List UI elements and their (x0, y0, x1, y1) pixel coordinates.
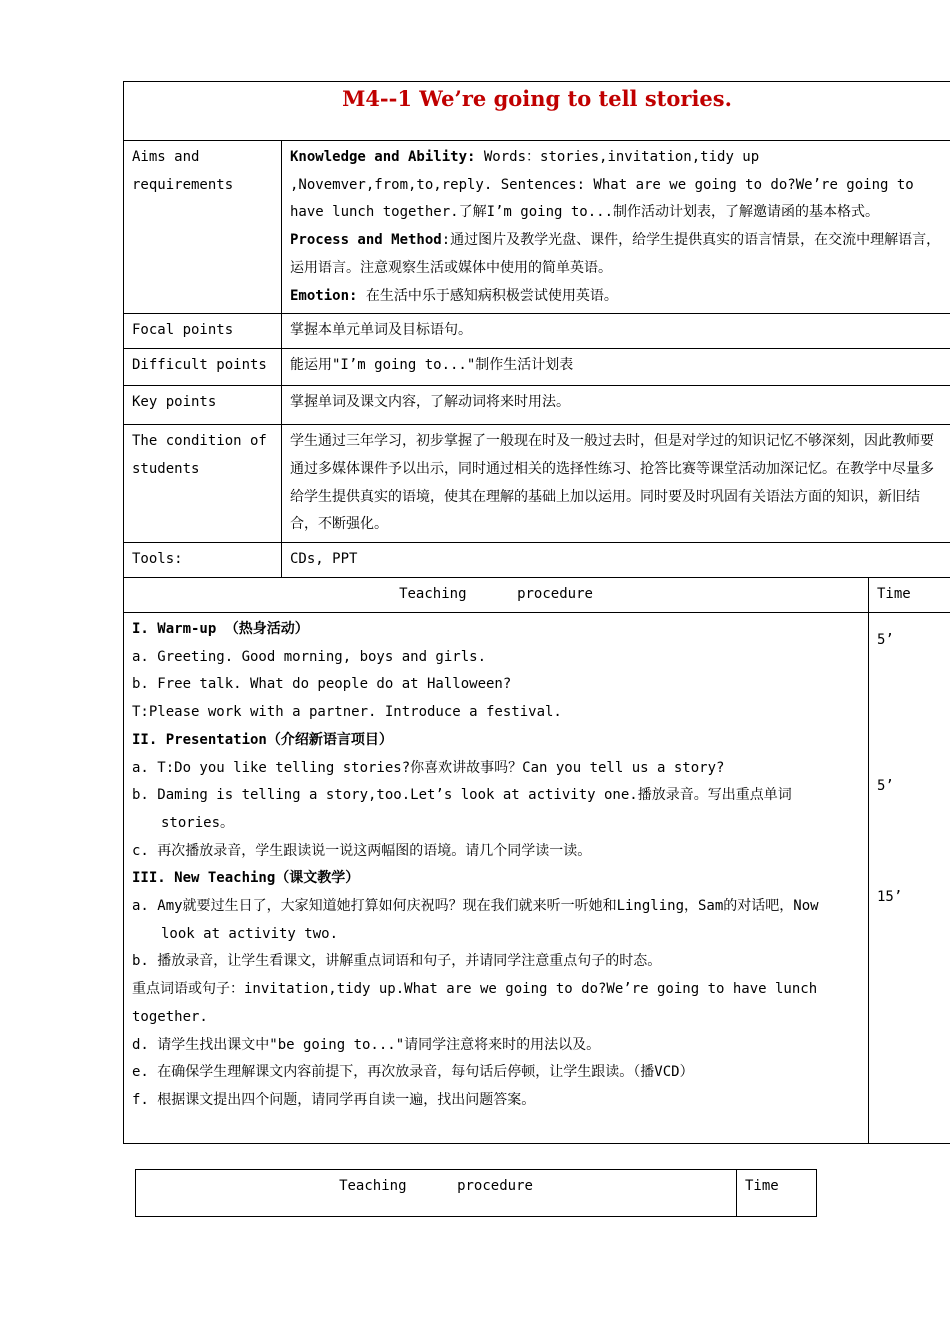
knowledge-text: Words：stories,invitation,tidy up ,Novemver,from,to,reply. Sentences: What are we going to do?We’re going to have lunch together.了解I’m going to...制作活动计划表，了解邀请函的基本格式。 (290, 149, 914, 221)
procedure-header: Teaching procedure (124, 578, 869, 613)
title-row (124, 82, 950, 141)
key-row (124, 386, 950, 425)
focal-text: 掌握本单元单词及目标语句。 (282, 314, 950, 349)
knowledge-label: Knowledge and Ability: (290, 149, 476, 165)
continuation-time-header: Time (737, 1170, 817, 1217)
warmup-item-a: a. Greeting. Good morning, boys and girls. (132, 648, 487, 665)
difficult-row (124, 349, 950, 386)
process-text: :通过图片及教学光盘、课件，给学生提供真实的语言情景，在交流中理解语言，运用语言。注意观察生活或媒体中使用的简单英语。 (290, 232, 941, 276)
condition-label: The condition of students (124, 425, 282, 543)
new-teaching-heading: III. New Teaching（课文教学） (132, 870, 360, 887)
difficult-label: Difficult points (124, 349, 282, 386)
key-label: Key points (124, 386, 282, 425)
new-teaching-item-b: b. 播放录音，让学生看课文，讲解重点词语和句子，并请同学注意重点句子的时态。 (132, 953, 662, 970)
key-sentences: 重点词语或句子：invitation,tidy up.What are we going to do?We’re going to have lunch together. (132, 981, 818, 1025)
aims-content (282, 141, 950, 314)
focal-row (124, 314, 950, 349)
continuation-header-row (136, 1170, 817, 1217)
new-teaching-item-a: a. Amy就要过生日了，大家知道她打算如何庆祝吗？现在我们就来听一听她和Lingling，Sam的对话吧，Now look at activity two. (132, 898, 819, 942)
continuation-procedure-header: Teaching procedure (136, 1170, 737, 1217)
time-new-teaching: 15’ (877, 889, 903, 906)
lesson-title: M4--1 We’re going to tell stories. (124, 82, 950, 141)
lesson-plan-table (123, 81, 950, 1144)
time-column (869, 613, 950, 1144)
knowledge-para (290, 144, 942, 227)
condition-row (124, 425, 950, 543)
new-teaching-item-e: e. 在确保学生理解课文内容前提下，再次放录音，每句话后停顿，让学生跟读。（播VCD） (132, 1064, 694, 1081)
emotion-label: Emotion: (290, 287, 358, 304)
tools-label: Tools: (124, 543, 282, 578)
new-teaching-item-d: d. 请学生找出课文中"be going to..."请同学注意将来时的用法以及。 (132, 1036, 601, 1053)
procedure-body-row (124, 613, 950, 1144)
time-warmup: 5’ (877, 632, 894, 649)
procedure-content (124, 613, 869, 1144)
process-label: Process and Method (290, 232, 442, 249)
process-para (290, 227, 942, 282)
time-presentation: 5’ (877, 778, 894, 795)
key-text: 掌握单词及课文内容，了解动词将来时用法。 (282, 386, 950, 425)
warmup-instruction: T:Please work with a partner. Introduce a festival. (132, 704, 562, 721)
tools-text: CDs, PPT (282, 543, 950, 578)
condition-text: 学生通过三年学习，初步掌握了一般现在时及一般过去时，但是对学过的知识记忆不够深刻，因此教师要通过多媒体课件予以出示，同时通过相关的选择性练习、抢答比赛等课堂活动加深记忆。在教学中尽量多给学生提供真实的语境，使其在理解的基础上加以运用。同时要及时巩固有关语法方面的知识，新旧结合，不断强化。 (282, 425, 950, 543)
procedure-continuation-table (135, 1169, 817, 1217)
difficult-text: 能运用"I’m going to..."制作生活计划表 (282, 349, 950, 386)
warmup-item-b: b. Free talk. What do people do at Halloween? (132, 676, 512, 693)
emotion-para (290, 283, 942, 311)
warmup-heading: I. Warm-up （热身活动） (132, 621, 309, 638)
aims-label: Aims and requirements (124, 141, 282, 314)
time-header: Time (869, 578, 950, 613)
procedure-header-row (124, 578, 950, 613)
new-teaching-item-f: f. 根据课文提出四个问题，请同学再自读一遍，找出问题答案。 (132, 1091, 536, 1108)
emotion-text: 在生活中乐于感知病积极尝试使用英语。 (357, 287, 618, 304)
focal-label: Focal points (124, 314, 282, 349)
presentation-heading: II. Presentation（介绍新语言项目） (132, 731, 393, 748)
tools-row (124, 543, 950, 578)
presentation-item-c: c. 再次播放录音，学生跟读说一说这两幅图的语境。请几个同学读一读。 (132, 842, 592, 859)
presentation-item-a: a. T:Do you like telling stories?你喜欢讲故事吗？Can you tell us a story? (132, 759, 725, 776)
aims-row (124, 141, 950, 314)
presentation-item-b: b. Daming is telling a story,too.Let’s look at activity one.播放录音。写出重点单词stories。 (132, 787, 792, 831)
